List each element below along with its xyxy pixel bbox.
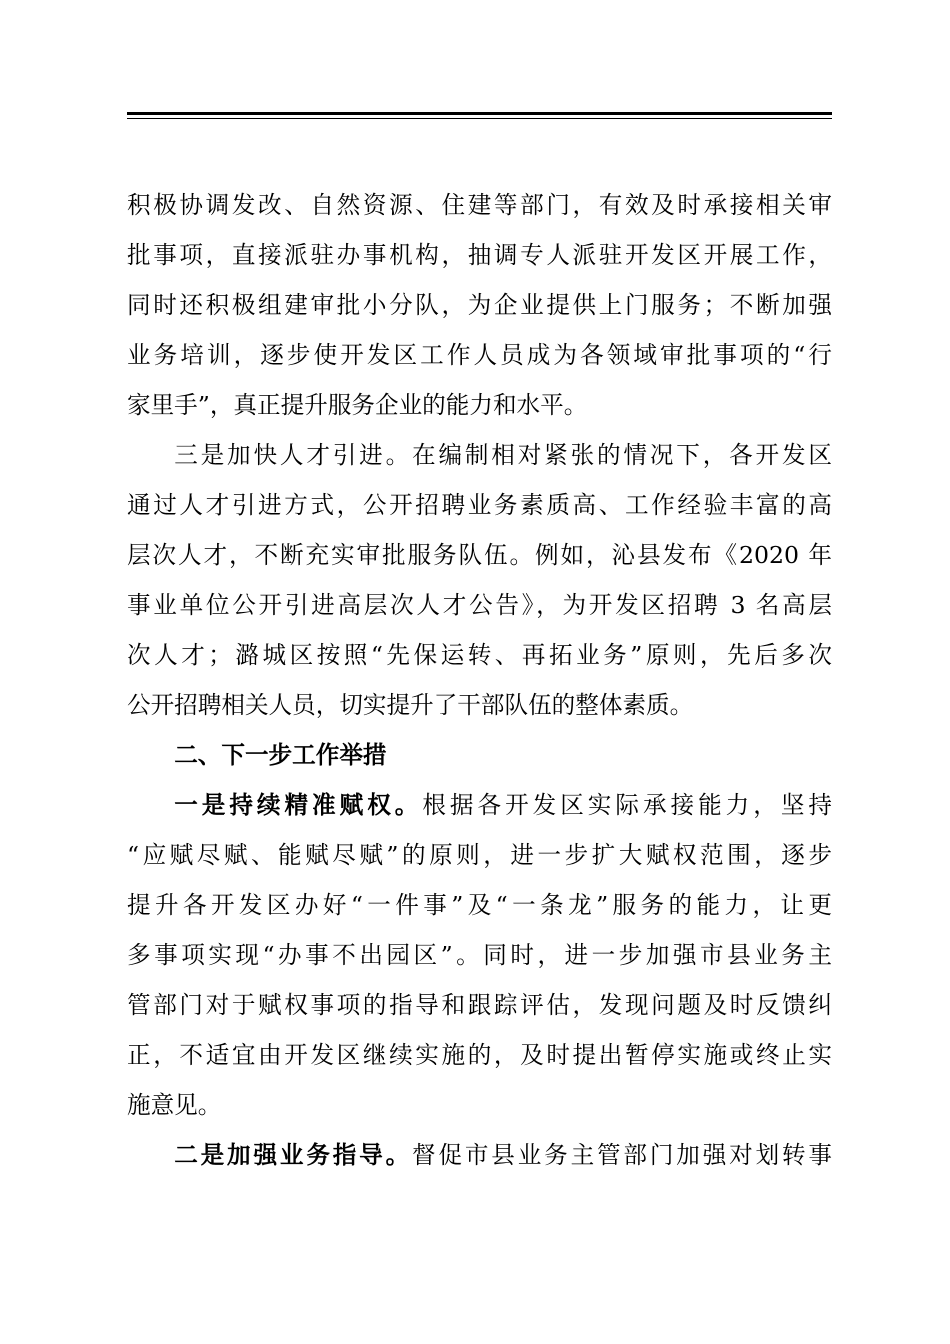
p2-line: 公开招聘相关人员，切实提升了干部队伍的整体素质。: [127, 691, 694, 719]
p1-line: 批事项，直接派驻办事机构，抽调专人派驻开发区开展工作，: [127, 241, 832, 269]
p3-first-line: [127, 780, 832, 830]
p4-lead: 二是加强业务指导。: [174, 1141, 413, 1169]
header-rule-thin: [127, 118, 832, 119]
p2-line: 层次人才，不断充实审批服务队伍。例如，沁县发布《2020 年: [127, 541, 832, 569]
p1-line: 家里手”，真正提升服务企业的能力和水平。: [127, 391, 588, 419]
p1-line: 业务培训，逐步使开发区工作人员成为各领域审批事项的“行: [127, 341, 832, 369]
p4-first-rest: 督促市县业务主管部门加强对划转事: [412, 1141, 833, 1169]
p1-line: 同时还积极组建审批小分队，为企业提供上门服务；不断加强: [127, 291, 832, 319]
p2-line: 事业单位公开引进高层次人才公告》，为开发区招聘 3 名高层: [127, 591, 832, 619]
p1-line: 积极协调发改、自然资源、住建等部门，有效及时承接相关审: [127, 191, 832, 219]
header-rule-thick: [127, 112, 832, 115]
p2-line: 次人才；潞城区按照“先保运转、再拓业务”原则，先后多次: [127, 641, 832, 669]
p3-line: “应赋尽赋、能赋尽赋”的原则，进一步扩大赋权范围，逐步: [127, 841, 832, 869]
p3-lead: 一是持续精准赋权。: [174, 791, 423, 819]
p4-first-line: [127, 1130, 832, 1180]
p3-line: 提升各开发区办好“一件事”及“一条龙”服务的能力，让更: [127, 891, 832, 919]
p3-first-rest: 根据各开发区实际承接能力，坚持: [422, 791, 832, 819]
p2-line: 三是加快人才引进。在编制相对紧张的情况下，各开发区: [174, 441, 832, 469]
document-body: [127, 180, 832, 1180]
p3-line: 管部门对于赋权事项的指导和跟踪评估，发现问题及时反馈纠: [127, 991, 832, 1019]
p2-line: 通过人才引进方式，公开招聘业务素质高、工作经验丰富的高: [127, 491, 832, 519]
p3-line: 施意见。: [127, 1091, 222, 1119]
section-heading: 二、下一步工作举措: [174, 741, 387, 769]
p3-line: 多事项实现“办事不出园区”。同时，进一步加强市县业务主: [127, 941, 832, 969]
p3-line: 正，不适宜由开发区继续实施的，及时提出暂停实施或终止实: [127, 1041, 832, 1069]
